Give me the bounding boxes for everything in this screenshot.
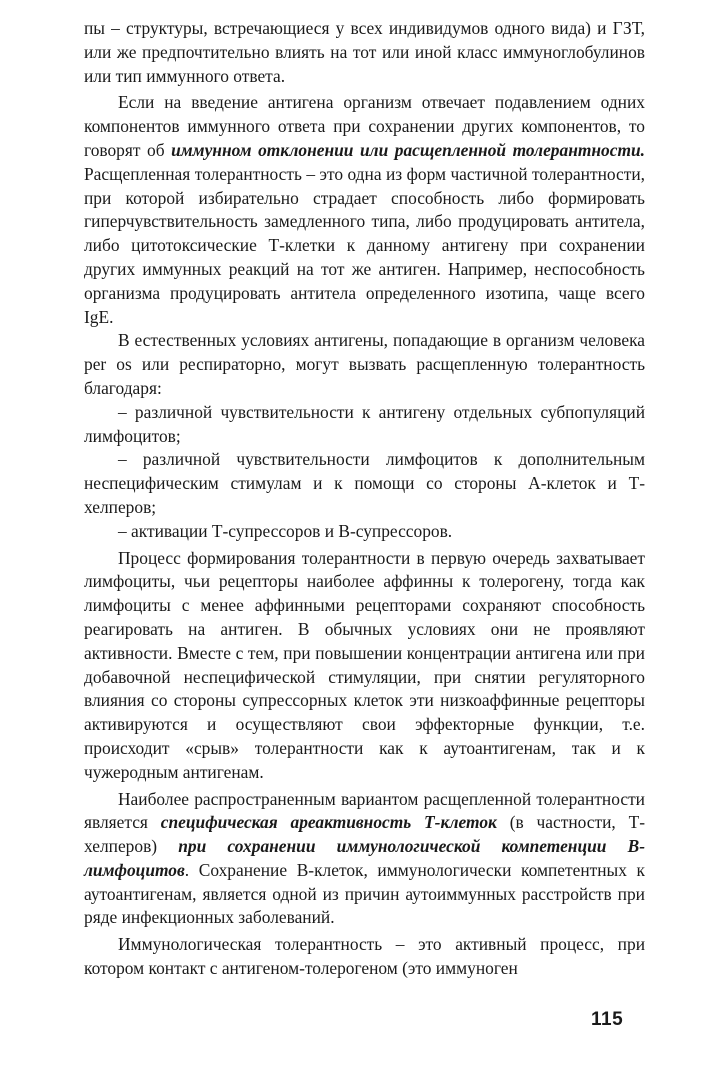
paragraph <box>84 91 645 329</box>
paragraph <box>84 520 645 544</box>
text-run: (в частности, Т-хелперов) <box>84 812 645 857</box>
paragraph <box>84 17 645 88</box>
text-run: . Сохранение В-клеток, иммунологически компетентных к аутоантигенам, является одной из причин аутоиммунных расстройств при ряде инфекционных заболеваний. <box>84 859 645 928</box>
emphasized-term: при сохранении иммунологической компетенции В-лимфоцитов <box>84 836 645 880</box>
text-run: Расщепленная толерантность – это одна из форм частичной толерантности, при которой избирательно страдает способность либо формировать гиперчувствительность замедленного типа, либо продуцировать антитела, либо цитотоксические Т-клетки к данному антигену при сохранении других иммунных реакций на тот же антиген. Например, неспособность организма продуцировать антитела определенного изотипа, чаще всего IgE. <box>84 163 645 327</box>
text-run: – различной чувствительности лимфоцитов к дополнительным неспецифическим стимулам и к помощи со стороны А-клеток и Т-хелперов; <box>84 449 645 517</box>
paragraph <box>84 448 645 519</box>
emphasized-term: специфическая ареактивность Т-клеток <box>160 812 497 833</box>
paragraph <box>84 788 645 931</box>
text-run: Процесс формирования толерантности в первую очередь захватывает лимфоциты, чьи рецепторы наиболее аффинны к толерогену, тогда как лимфоциты с менее аффинными рецепторами сохраняют способность реагировать на антиген. В обычных условиях они не проявляют активности. Вместе с тем, при повышении концентрации антигена или при добавочной неспецифической стимуляции, при снятии регуляторного влияния со стороны супрессорных клеток эти низкоаффинные рецепторы активируются и осуществляют свои эффекторные функции, т.е. происходит «срыв» толерантности как к аутоантигенам, так и к чужеродным антигенам. <box>84 547 645 782</box>
paragraph <box>84 933 645 981</box>
paragraph <box>84 329 645 400</box>
paragraph <box>84 547 645 785</box>
text-run: – различной чувствительности к антигену отдельных субпопуляций лимфоцитов; <box>84 401 645 446</box>
text-run: Иммунологическая толерантность – это активный процесс, при котором контакт с антигеном-толерогеном (это иммуноген <box>84 934 645 979</box>
text-run: Наиболее распространенным вариантом расщепленной толерантности является <box>84 788 645 833</box>
text-run: В естественных условиях антигены, попадающие в организм человека per os или респираторно, могут вызвать расщепленную толерантность благодаря: <box>84 330 645 398</box>
body-text <box>84 17 645 981</box>
text-run: – активации Т-супрессоров и В-супрессоров. <box>118 520 453 541</box>
page-number: 115 <box>591 1009 624 1030</box>
emphasized-term: иммунном отклонении или расщепленной толерантности. <box>171 139 645 160</box>
text-run: Если на введение антигена организм отвечает подавлением одних компонентов иммунного ответа при сохранении других компонентов, то говорят об <box>84 92 645 160</box>
text-run: пы – структуры, встречающиеся у всех индивидумов одного вида) и ГЗТ, или же предпочтительно влиять на тот или иной класс иммуноглобулинов или тип иммунного ответа. <box>84 18 645 86</box>
paragraph <box>84 401 645 449</box>
